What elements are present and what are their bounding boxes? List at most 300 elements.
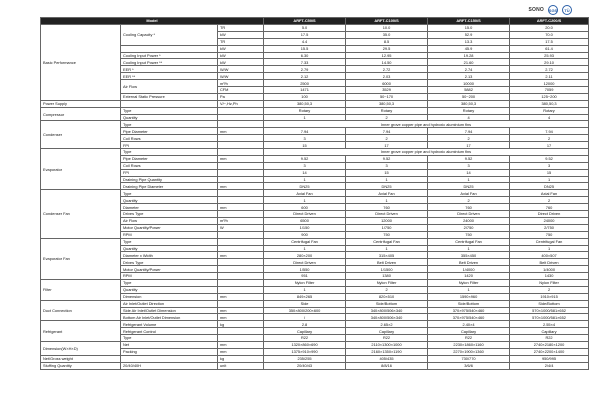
value-cell-2: DN25 <box>346 183 428 190</box>
value-cell-2: 315×405 <box>346 252 428 259</box>
value-cell-3: 7.94 <box>428 128 510 135</box>
header-model-2: ARFT-C100/S <box>346 18 428 25</box>
unit-cell <box>218 121 264 128</box>
value-cell-3: 24000 <box>428 217 510 224</box>
table-row <box>41 355 589 362</box>
value-cell-1: 15.5 <box>264 45 346 52</box>
unit-cell <box>218 142 264 149</box>
value-cell-2: 3 <box>346 162 428 169</box>
table-row <box>41 273 589 280</box>
unit-cell: kW <box>218 52 264 59</box>
unit-cell: mm <box>218 314 264 321</box>
unit-cell: V/~,Hz,Ph <box>218 100 264 107</box>
table-row <box>41 162 589 169</box>
unit-cell: kW <box>218 31 264 38</box>
value-cell-2: 35.0 <box>346 31 428 38</box>
param-label: Draining Pipe Quantity <box>121 176 218 183</box>
value-cell-1: Side <box>264 300 346 307</box>
value-cell-1: 900 <box>264 231 346 238</box>
value-cell-2: 7.94 <box>346 128 428 135</box>
value-cell-4: 17 <box>510 142 589 149</box>
table-row <box>41 45 589 52</box>
unit-cell: kg <box>218 355 264 362</box>
value-cell-3: 355×450 <box>428 252 510 259</box>
value-cell-3: 1/4000 <box>428 266 510 273</box>
value-cell-4: 7059 <box>510 87 589 94</box>
unit-cell: kW <box>218 59 264 66</box>
table-row <box>41 328 589 335</box>
value-cell-3: 760 <box>428 204 510 211</box>
param-label: Type <box>121 335 218 342</box>
value-cell-2: 750 <box>346 231 428 238</box>
table-row <box>41 80 589 87</box>
value-cell-1: 2.79 <box>264 66 346 73</box>
value-cell-1: 1 <box>264 176 346 183</box>
value-cell-1: 1320×860×690 <box>264 341 346 348</box>
value-cell-1: Nylon Filter <box>264 279 346 286</box>
param-label: External Static Pressure <box>121 93 218 100</box>
param-label: Type <box>121 121 218 128</box>
param-label: Pipe Diameter <box>121 128 218 135</box>
group-label: Condenser <box>41 121 121 149</box>
table-row <box>41 252 589 259</box>
value-cell-3: 45.9 <box>428 45 510 52</box>
brand-logo: SONO <box>528 7 544 13</box>
tuv-badge-icon: TÜ <box>562 5 572 15</box>
value-cell-1: 3 <box>264 135 346 142</box>
value-cell-4: 7.94 <box>510 128 589 135</box>
unit-cell: mm <box>218 348 264 355</box>
value-cell-1: Axial Fan <box>264 190 346 197</box>
value-cell-4: 24000 <box>510 217 589 224</box>
value-cell-3: 370×975/540×460 <box>428 307 510 314</box>
table-row <box>41 128 589 135</box>
value-cell-3: 2 <box>428 197 510 204</box>
header-model-4: ARFT-C200/S <box>510 18 589 25</box>
unit-cell <box>218 169 264 176</box>
value-cell-1: 6500 <box>264 217 346 224</box>
value-cell-3: 15.0 <box>428 25 510 32</box>
group-label: Dimension(W×H×D) <box>41 341 121 355</box>
table-row <box>41 204 589 211</box>
value-cell-3: 13.3 <box>428 38 510 45</box>
value-cell-4: 61.4 <box>510 45 589 52</box>
table-row <box>41 25 589 32</box>
table-row <box>41 245 589 252</box>
param-label: Air Flow <box>121 80 218 94</box>
value-cell-2: 12.95 <box>346 52 428 59</box>
value-cell-4: 12000 <box>510 80 589 87</box>
value-cell-3: R22 <box>428 335 510 342</box>
param-label: Bottom Air Inlet/Outlet Dimension <box>121 314 218 321</box>
table-row <box>41 348 589 355</box>
param-label <box>121 100 218 107</box>
value-cell-1: 100 <box>264 93 346 100</box>
value-cell-3: 1590×960 <box>428 293 510 300</box>
spec-table <box>40 17 589 370</box>
value-cell-3: Belt Driven <box>428 259 510 266</box>
value-cell-1: 3 <box>264 162 346 169</box>
table-row <box>41 121 589 128</box>
param-label: FPI <box>121 169 218 176</box>
param-label: Coil Rows <box>121 162 218 169</box>
header-model-3: ARFT-C150/S <box>428 18 510 25</box>
value-cell-4: 17.5 <box>510 38 589 45</box>
param-label: Packing <box>121 348 218 355</box>
value-cell-2: 10.0 <box>346 25 428 32</box>
table-row <box>41 238 589 245</box>
value-cell-1: 1 <box>264 114 346 121</box>
value-cell-3: 1 <box>428 286 510 293</box>
value-cell-2: 2110×1300×1000 <box>346 341 428 348</box>
value-cell-3: 17 <box>428 142 510 149</box>
value-cell-4: 15 <box>510 169 589 176</box>
unit-cell: mm <box>218 252 264 259</box>
unit-cell: Pa <box>218 93 264 100</box>
value-cell-3: 10000 <box>428 80 510 87</box>
value-cell-1: 380,50,3 <box>264 100 346 107</box>
param-label: RPM <box>121 231 218 238</box>
table-row <box>41 321 589 328</box>
value-cell-3: 1420 <box>428 273 510 280</box>
group-label: Filter <box>41 279 121 300</box>
param-label: Refrigerant Volume <box>121 321 218 328</box>
table-row <box>41 135 589 142</box>
group-label: Compressor <box>41 107 121 121</box>
table-row <box>41 286 589 293</box>
value-cell-2: 405/435 <box>346 355 428 362</box>
value-cell-4: 2/750 <box>510 224 589 231</box>
value-cell-4: 2.55×4 <box>510 321 589 328</box>
spanned-value: Inner grove copper pipe and hydroxic aluminium fins <box>264 121 589 128</box>
table-row <box>41 266 589 273</box>
value-cell-2: Side/Bottom <box>346 300 428 307</box>
value-cell-4: 2740×2200×1400 <box>510 348 589 355</box>
value-cell-3: Axial Fan <box>428 190 510 197</box>
group-label: Net/Gross weight <box>41 355 121 362</box>
table-row <box>41 341 589 348</box>
value-cell-2: 1/1500 <box>346 266 428 273</box>
value-cell-4: 2740×2180×1200 <box>510 341 589 348</box>
value-cell-2: 340×800/506×340 <box>346 307 428 314</box>
value-cell-3: 9.52 <box>428 155 510 162</box>
table-row <box>41 300 589 307</box>
param-label: Type <box>121 238 218 245</box>
group-label: Basic Performance <box>41 25 121 101</box>
param-label: Draining Pipe Diameter <box>121 183 218 190</box>
value-cell-4: Nylon Filter <box>510 279 589 286</box>
param-label: Cooling Input Power * <box>121 52 218 59</box>
param-label: Pipe Diameter <box>121 155 218 162</box>
value-cell-1: Capillary <box>264 328 346 335</box>
value-cell-4: 1 <box>510 245 589 252</box>
value-cell-3: Rotary <box>428 107 510 114</box>
value-cell-1: 1/550 <box>264 266 346 273</box>
unit-cell: mm <box>218 128 264 135</box>
value-cell-4: 25.93 <box>510 52 589 59</box>
table-row <box>41 314 589 321</box>
value-cell-1: 2.12 <box>264 73 346 80</box>
table-row <box>41 155 589 162</box>
value-cell-1: 350×800/200×600 <box>264 307 346 314</box>
value-cell-2: 760 <box>346 204 428 211</box>
table-row <box>41 176 589 183</box>
value-cell-3: 2.74 <box>428 66 510 73</box>
unit-cell <box>218 107 264 114</box>
value-cell-2: 14.50 <box>346 59 428 66</box>
value-cell-2: 12000 <box>346 217 428 224</box>
value-cell-2: 2 <box>346 114 428 121</box>
table-row <box>41 52 589 59</box>
value-cell-4: 2 <box>510 197 589 204</box>
param-label: Diameter <box>121 204 218 211</box>
value-cell-3: Direct Driven <box>428 211 510 218</box>
table-row <box>41 59 589 66</box>
param-label: Motor Quantity/Power <box>121 224 218 231</box>
value-cell-2: Rotary <box>346 107 428 114</box>
value-cell-3: 2.40×4 <box>428 321 510 328</box>
value-cell-1: 849×265 <box>264 293 346 300</box>
table-row <box>41 66 589 73</box>
unit-cell: mm <box>218 307 264 314</box>
unit-cell: mm <box>218 341 264 348</box>
value-cell-1: 235/255 <box>264 355 346 362</box>
param-label: Type <box>121 190 218 197</box>
unit-cell: W <box>218 224 264 231</box>
param-label: Quantity <box>121 197 218 204</box>
value-cell-3: Centrifugal Fan <box>428 238 510 245</box>
value-cell-1: Direct Driven <box>264 259 346 266</box>
value-cell-1: 1375×910×990 <box>264 348 346 355</box>
table-row <box>41 169 589 176</box>
param-label: EER * <box>121 66 218 73</box>
value-cell-1: 20/40/43 <box>264 362 346 369</box>
table-row <box>41 93 589 100</box>
value-cell-2: 2160×1350×1190 <box>346 348 428 355</box>
unit-cell: CFM <box>218 87 264 94</box>
value-cell-1: 2500 <box>264 80 346 87</box>
param-label: Air Inlet/Outlet Direction <box>121 300 218 307</box>
value-cell-2: R22 <box>346 335 428 342</box>
value-cell-4: 2/4/4 <box>510 362 589 369</box>
value-cell-2: Axial Fan <box>346 190 428 197</box>
unit-cell <box>218 279 264 286</box>
value-cell-1: Direct Driven <box>264 211 346 218</box>
value-cell-2: 2.72 <box>346 66 428 73</box>
value-cell-4: Side/Bottom <box>510 300 589 307</box>
unit-cell <box>218 114 264 121</box>
value-cell-4: DN25 <box>510 183 589 190</box>
value-cell-1: 7.33 <box>264 59 346 66</box>
value-cell-1: 1 <box>264 197 346 204</box>
value-cell-1: 6.30 <box>264 52 346 59</box>
value-cell-4: Capillary <box>510 328 589 335</box>
table-row <box>41 100 589 107</box>
unit-cell <box>218 335 264 342</box>
value-cell-2: 17 <box>346 142 428 149</box>
value-cell-2: 340×800/506×340 <box>346 314 428 321</box>
table-header-row <box>41 18 589 25</box>
value-cell-4: 2.72 <box>510 66 589 73</box>
value-cell-1: 1471 <box>264 87 346 94</box>
unit-cell <box>218 231 264 238</box>
value-cell-3: 19.28 <box>428 52 510 59</box>
unit-cell <box>218 190 264 197</box>
table-row <box>41 224 589 231</box>
header-model-1: ARFT-C50/S <box>264 18 346 25</box>
value-cell-3: DN25 <box>428 183 510 190</box>
value-cell-1: Rotary <box>264 107 346 114</box>
param-label: Type <box>121 149 218 156</box>
value-cell-1: / <box>264 314 346 321</box>
value-cell-2: 9.52 <box>346 155 428 162</box>
param-label: Type <box>121 107 218 114</box>
param-label: FPI <box>121 142 218 149</box>
table-row <box>41 335 589 342</box>
table-row <box>41 114 589 121</box>
unit-cell: kg <box>218 321 264 328</box>
table-row <box>41 142 589 149</box>
value-cell-2: 1 <box>346 197 428 204</box>
unit-cell: W/W <box>218 73 264 80</box>
param-label: Net <box>121 341 218 348</box>
unit-cell <box>218 149 264 156</box>
value-cell-2: 820×510 <box>346 293 428 300</box>
unit-cell: m³/h <box>218 217 264 224</box>
value-cell-1: 280×200 <box>264 252 346 259</box>
value-cell-2: 8.5 <box>346 38 428 45</box>
value-cell-4: 2 <box>510 135 589 142</box>
group-label: Evaporator Fan <box>41 238 121 279</box>
value-cell-1: 17.5 <box>264 31 346 38</box>
value-cell-4: 760 <box>510 204 589 211</box>
value-cell-1: 1 <box>264 286 346 293</box>
value-cell-1: 5.0 <box>264 25 346 32</box>
value-cell-2: 2.65×2 <box>346 321 428 328</box>
unit-cell: TR <box>218 38 264 45</box>
table-row <box>41 293 589 300</box>
param-label: Drives Type <box>121 259 218 266</box>
unit-cell <box>218 328 264 335</box>
brand-logos <box>528 3 572 17</box>
table-row <box>41 73 589 80</box>
value-cell-4: 570×1000/581×652 <box>510 307 589 314</box>
value-cell-3: 3/6/6 <box>428 362 510 369</box>
value-cell-3: 2 <box>428 135 510 142</box>
unit-cell <box>218 300 264 307</box>
param-label: Type <box>121 279 218 286</box>
value-cell-1: 14 <box>264 169 346 176</box>
value-cell-4: 20.0 <box>510 25 589 32</box>
value-cell-4: 570×1000/581×652 <box>510 314 589 321</box>
unit-cell: mm <box>218 183 264 190</box>
value-cell-2: 6000 <box>346 80 428 87</box>
unit-cell <box>218 266 264 273</box>
value-cell-2: 2 <box>346 135 428 142</box>
value-cell-3: 380,50,3 <box>428 100 510 107</box>
value-cell-2: 3529 <box>346 87 428 94</box>
sgs-badge-icon: SGS <box>548 5 558 15</box>
value-cell-4: 1430 <box>510 273 589 280</box>
param-label: Refrigerant Control <box>121 328 218 335</box>
value-cell-3: 370×975/540×460 <box>428 314 510 321</box>
value-cell-4: 29.10 <box>510 59 589 66</box>
param-label: Coil Rows <box>121 135 218 142</box>
unit-cell: unit <box>218 362 264 369</box>
unit-cell <box>218 273 264 280</box>
value-cell-4: 4 <box>510 114 589 121</box>
table-row <box>41 107 589 114</box>
value-cell-3: 2270×1900×1360 <box>428 348 510 355</box>
param-label: Quantity <box>121 114 218 121</box>
value-cell-4: 380,50,3 <box>510 100 589 107</box>
param-label: Motor Quantity/Power <box>121 266 218 273</box>
value-cell-1: 15 <box>264 142 346 149</box>
value-cell-3: 2230×1860×1160 <box>428 341 510 348</box>
value-cell-1: 9.52 <box>264 155 346 162</box>
param-label: 20/40/40H <box>121 362 218 369</box>
value-cell-1: R22 <box>264 335 346 342</box>
value-cell-1: Centrifugal Fan <box>264 238 346 245</box>
unit-cell: mm <box>218 155 264 162</box>
group-label: Condenser Fan <box>41 190 121 238</box>
value-cell-2: 50~170 <box>346 93 428 100</box>
value-cell-3: Nylon Filter <box>428 279 510 286</box>
value-cell-3: 750 <box>428 231 510 238</box>
param-label: EER ** <box>121 73 218 80</box>
value-cell-2: 15 <box>346 169 428 176</box>
value-cell-3: 21.60 <box>428 59 510 66</box>
value-cell-2: 8/8/16 <box>346 362 428 369</box>
value-cell-1: DN25 <box>264 183 346 190</box>
table-row <box>41 183 589 190</box>
group-label: Duct Connection <box>41 300 121 321</box>
value-cell-3: 3 <box>428 162 510 169</box>
value-cell-1: 1/150 <box>264 224 346 231</box>
table-row <box>41 259 589 266</box>
value-cell-4: 70.0 <box>510 31 589 38</box>
group-label: Stuffing Quantity <box>41 362 121 369</box>
value-cell-4: 1/4000 <box>510 266 589 273</box>
unit-cell <box>218 286 264 293</box>
unit-cell: m³/h <box>218 80 264 87</box>
unit-cell <box>218 245 264 252</box>
param-label: Side Air Inlet/Outlet Dimension <box>121 307 218 314</box>
spanned-value: Inner grove copper pipe and hydroxic aluminium fins <box>264 149 589 156</box>
value-cell-4: 2.11 <box>510 73 589 80</box>
value-cell-1: 4.4 <box>264 38 346 45</box>
value-cell-3: 52.9 <box>428 31 510 38</box>
value-cell-3: 5882 <box>428 87 510 94</box>
value-cell-2: Centrifugal Fan <box>346 238 428 245</box>
value-cell-2: 1 <box>346 245 428 252</box>
table-row <box>41 279 589 286</box>
param-label: Dimension <box>121 293 218 300</box>
unit-cell: mm <box>218 204 264 211</box>
group-label: Refrigerant <box>41 321 121 342</box>
param-label: Quantity <box>121 286 218 293</box>
header-model-label: Model <box>41 18 264 25</box>
value-cell-2: 1 <box>346 176 428 183</box>
unit-cell <box>218 162 264 169</box>
param-label <box>121 355 218 362</box>
value-cell-2: 1/750 <box>346 224 428 231</box>
group-label: Evaporator <box>41 149 121 190</box>
value-cell-4: 1910×915 <box>510 293 589 300</box>
value-cell-3: 4 <box>428 114 510 121</box>
value-cell-2: 29.5 <box>346 45 428 52</box>
param-label <box>121 45 218 52</box>
